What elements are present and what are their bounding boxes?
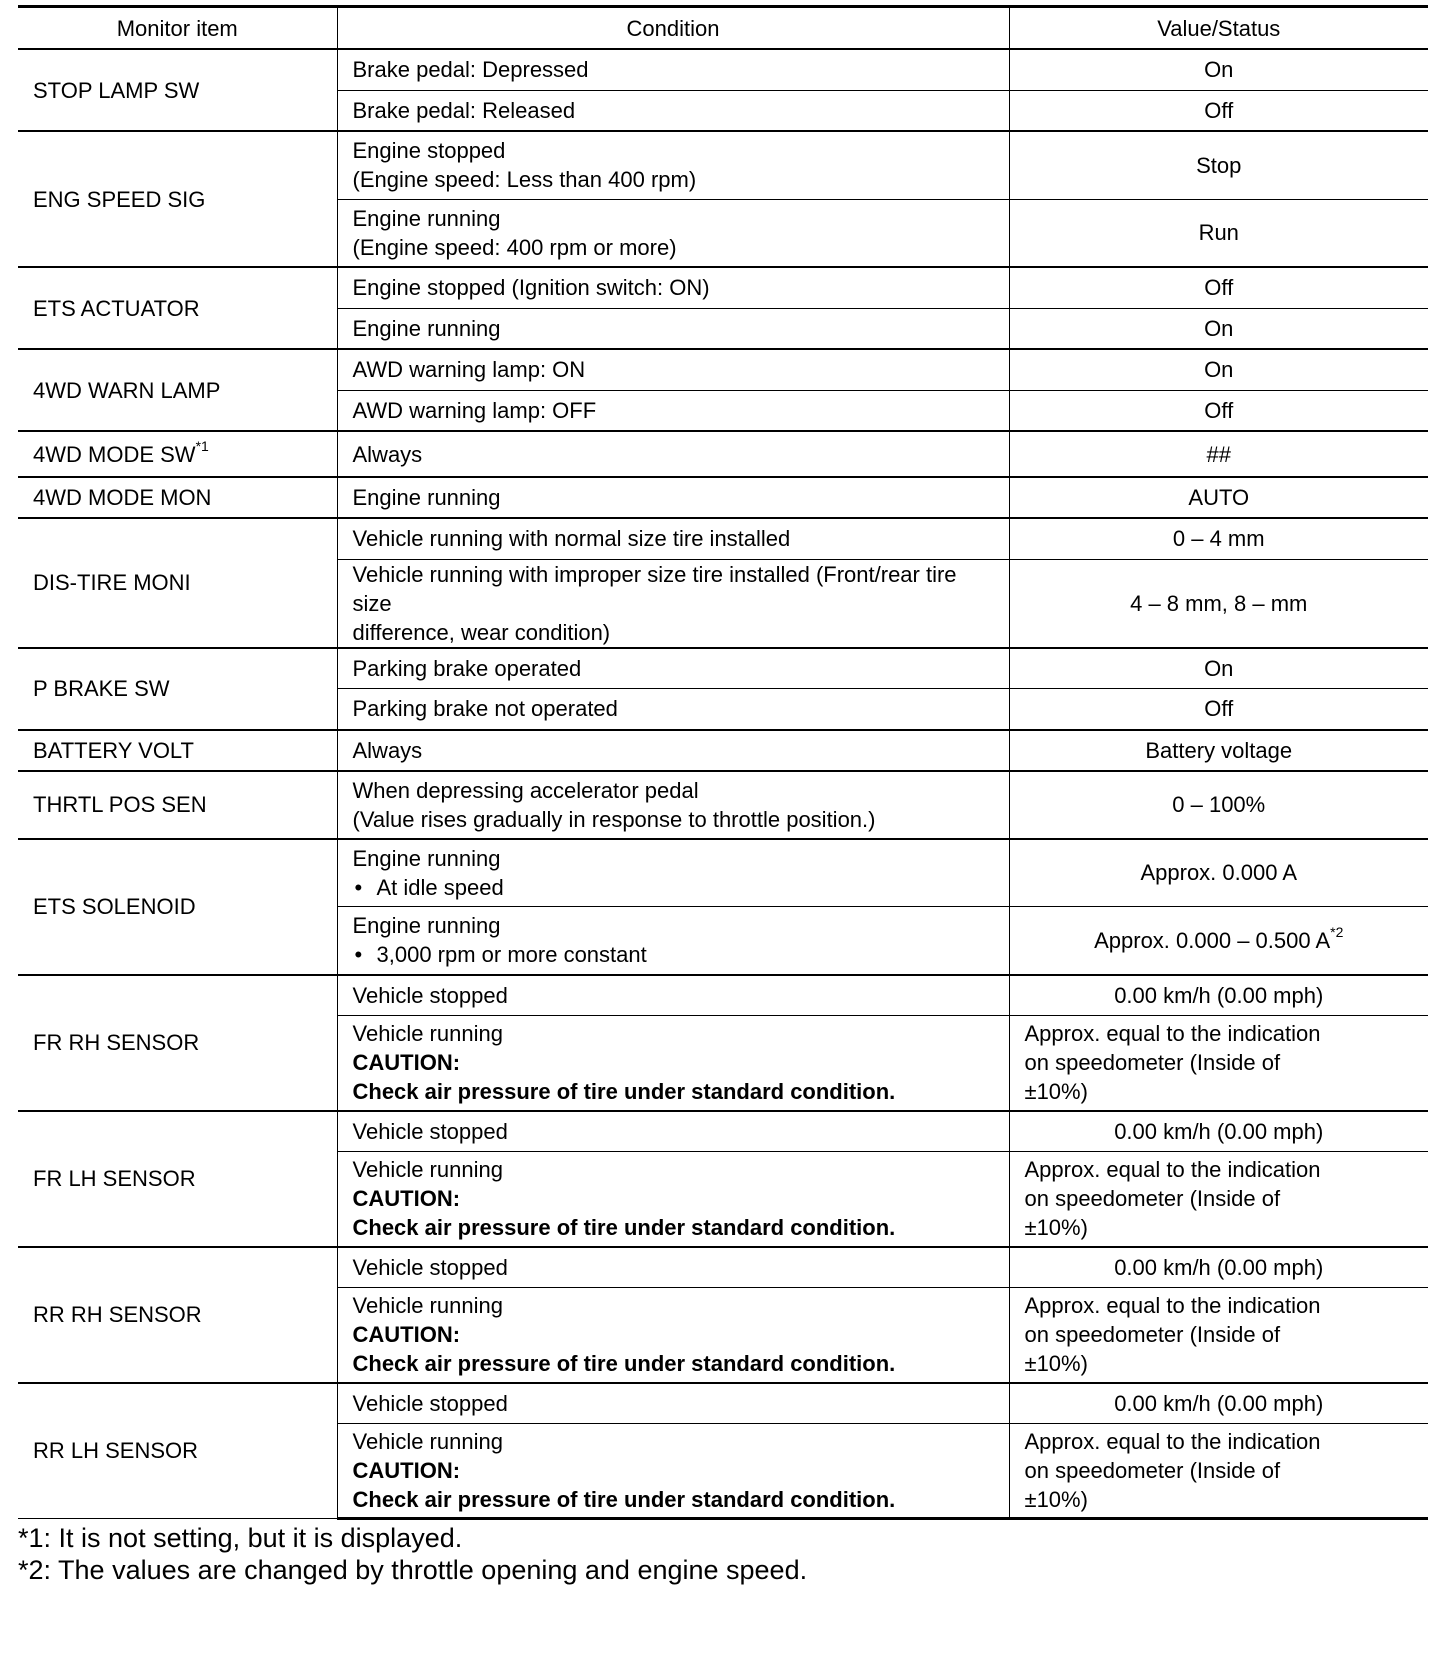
table-row: [18, 975, 1428, 1016]
condition-cell: Vehicle stopped: [337, 1383, 1009, 1424]
value-cell: 0.00 km/h (0.00 mph): [1009, 1383, 1428, 1424]
footnote-ref: *2: [1330, 924, 1344, 941]
condition-cell: [337, 131, 1009, 199]
table-row: [18, 771, 1428, 839]
condition-cell: [337, 839, 1009, 907]
table-row: [18, 648, 1428, 689]
condition-line: (Value rises gradually in response to throttle position.): [352, 806, 876, 832]
value-text: Approx. 0.000 – 0.500 A: [1094, 927, 1331, 953]
value-line: on speedometer (Inside of: [1024, 1186, 1281, 1212]
condition-cell: Engine stopped (Ignition switch: ON): [337, 267, 1009, 308]
condition-cell: AWD warning lamp: OFF: [337, 390, 1009, 431]
table-row: [18, 1111, 1428, 1152]
value-line: Approx. equal to the indication: [1024, 1157, 1321, 1183]
condition-bullet-line: [353, 940, 994, 969]
condition-cell: Vehicle stopped: [337, 1111, 1009, 1152]
condition-line: Vehicle running: [352, 1429, 503, 1454]
monitor-item-cell: DIS-TIRE MONI: [18, 518, 337, 648]
value-cell: On: [1009, 349, 1428, 390]
value-cell: Off: [1009, 267, 1428, 308]
value-cell: On: [1009, 648, 1428, 689]
monitor-item-label: 4WD MODE SW: [33, 441, 196, 467]
condition-cell: Vehicle running with normal size tire installed: [337, 518, 1009, 559]
condition-cell: Parking brake not operated: [337, 689, 1009, 730]
value-line: ±10%): [1024, 1487, 1088, 1512]
value-line: Approx. equal to the indication: [1024, 1293, 1321, 1319]
bullet-text: At idle speed: [376, 874, 504, 900]
condition-cell: [337, 1288, 1009, 1383]
condition-line: Engine running: [352, 845, 501, 871]
table-row: [18, 839, 1428, 907]
condition-cell: Brake pedal: Depressed: [337, 49, 1009, 90]
condition-line: Vehicle running: [352, 1293, 503, 1319]
header-value-status: Value/Status: [1009, 7, 1428, 50]
value-cell: Stop: [1009, 131, 1428, 199]
condition-line: Engine running: [352, 205, 501, 231]
caution-text: Check air pressure of tire under standard condition.: [352, 1079, 896, 1105]
header-condition: Condition: [337, 7, 1009, 50]
condition-cell: Always: [337, 730, 1009, 771]
value-cell: 0.00 km/h (0.00 mph): [1009, 975, 1428, 1016]
condition-cell: [337, 559, 1009, 648]
value-cell: [1009, 1016, 1428, 1111]
value-cell: 0.00 km/h (0.00 mph): [1009, 1111, 1428, 1152]
value-cell: Battery voltage: [1009, 730, 1428, 771]
caution-text: Check air pressure of tire under standard condition.: [352, 1487, 896, 1512]
value-line: ±10%): [1024, 1351, 1088, 1377]
value-cell: 4 – 8 mm, 8 – mm: [1009, 559, 1428, 648]
condition-line: Vehicle running: [352, 1157, 503, 1183]
value-line: on speedometer (Inside of: [1024, 1050, 1281, 1076]
caution-label: CAUTION:: [352, 1458, 461, 1483]
footnote-ref: *1: [195, 438, 209, 455]
condition-cell: Engine running: [337, 477, 1009, 518]
monitor-item-cell: P BRAKE SW: [18, 648, 337, 730]
monitor-item-cell: 4WD WARN LAMP: [18, 349, 337, 431]
header-monitor-item: Monitor item: [18, 7, 337, 50]
condition-cell: AWD warning lamp: ON: [337, 349, 1009, 390]
table-row: [18, 477, 1428, 518]
caution-label: CAUTION:: [352, 1322, 461, 1348]
condition-cell: [337, 199, 1009, 267]
value-cell: Approx. 0.000 A: [1009, 839, 1428, 907]
condition-cell: [337, 907, 1009, 975]
table-row: [18, 1247, 1428, 1288]
value-cell: 0.00 km/h (0.00 mph): [1009, 1247, 1428, 1288]
footnotes: [18, 1522, 1428, 1586]
footnote-2: *2: The values are changed by throttle opening and engine speed.: [18, 1555, 808, 1585]
value-cell: Off: [1009, 90, 1428, 131]
monitor-item-cell: STOP LAMP SW: [18, 49, 337, 131]
value-cell: AUTO: [1009, 477, 1428, 518]
value-cell: On: [1009, 308, 1428, 349]
value-cell: [1009, 1424, 1428, 1519]
value-cell: Off: [1009, 689, 1428, 730]
condition-cell: [337, 1152, 1009, 1247]
value-line: on speedometer (Inside of: [1024, 1458, 1281, 1483]
caution-text: Check air pressure of tire under standard condition.: [352, 1351, 896, 1377]
table-row: [18, 49, 1428, 90]
bullet-icon: •: [354, 942, 363, 968]
value-cell: On: [1009, 49, 1428, 90]
value-line: ±10%): [1024, 1215, 1088, 1241]
condition-cell: [337, 1016, 1009, 1111]
value-cell: [1009, 1152, 1428, 1247]
monitor-item-cell: ETS SOLENOID: [18, 839, 337, 975]
table-row: [18, 518, 1428, 559]
table-row: [18, 349, 1428, 390]
monitor-item-cell: 4WD MODE MON: [18, 477, 337, 518]
table-header-row: [18, 7, 1428, 50]
monitor-item-cell: FR LH SENSOR: [18, 1111, 337, 1247]
value-cell: [1009, 1288, 1428, 1383]
table-row: [18, 730, 1428, 771]
condition-bullet-line: [353, 873, 994, 902]
condition-line: Engine stopped: [352, 138, 506, 164]
condition-cell: [337, 771, 1009, 839]
footnote-1: *1: It is not setting, but it is displayed.: [18, 1523, 463, 1553]
bullet-text: 3,000 rpm or more constant: [376, 942, 647, 968]
condition-cell: Engine running: [337, 308, 1009, 349]
caution-label: CAUTION:: [352, 1186, 461, 1212]
bullet-icon: •: [354, 874, 363, 900]
value-cell: 0 – 100%: [1009, 771, 1428, 839]
monitor-item-cell: FR RH SENSOR: [18, 975, 337, 1111]
value-cell: Run: [1009, 199, 1428, 267]
condition-line: When depressing accelerator pedal: [352, 777, 699, 803]
condition-line: Vehicle running with improper size tire installed (Front/rear tire size: [352, 561, 957, 616]
monitor-item-cell: BATTERY VOLT: [18, 730, 337, 771]
caution-text: Check air pressure of tire under standard condition.: [352, 1215, 896, 1241]
value-cell: ##: [1009, 431, 1428, 477]
value-cell: [1009, 907, 1428, 975]
monitor-item-cell: ETS ACTUATOR: [18, 267, 337, 349]
monitor-item-cell: ENG SPEED SIG: [18, 131, 337, 267]
condition-cell: [337, 1424, 1009, 1519]
value-cell: Off: [1009, 390, 1428, 431]
value-line: ±10%): [1024, 1079, 1088, 1105]
monitor-item-cell: [18, 431, 337, 477]
monitor-item-table: [18, 5, 1428, 1520]
value-line: Approx. equal to the indication: [1024, 1429, 1321, 1454]
value-line: Approx. equal to the indication: [1024, 1021, 1321, 1047]
monitor-item-cell: RR RH SENSOR: [18, 1247, 337, 1383]
monitor-item-cell: RR LH SENSOR: [18, 1383, 337, 1519]
monitor-item-cell: THRTL POS SEN: [18, 771, 337, 839]
table-row: [18, 431, 1428, 477]
condition-cell: Vehicle stopped: [337, 975, 1009, 1016]
caution-label: CAUTION:: [352, 1050, 461, 1076]
table-row: [18, 131, 1428, 199]
condition-line: (Engine speed: Less than 400 rpm): [352, 167, 697, 193]
condition-line: difference, wear condition): [352, 619, 611, 645]
condition-line: (Engine speed: 400 rpm or more): [352, 234, 677, 260]
table-row: [18, 1383, 1428, 1424]
condition-cell: Parking brake operated: [337, 648, 1009, 689]
condition-line: Engine running: [352, 913, 501, 939]
monitor-item-document: [18, 5, 1428, 1586]
value-line: on speedometer (Inside of: [1024, 1322, 1281, 1348]
condition-cell: Always: [337, 431, 1009, 477]
table-row: [18, 267, 1428, 308]
condition-cell: Brake pedal: Released: [337, 90, 1009, 131]
condition-cell: Vehicle stopped: [337, 1247, 1009, 1288]
value-cell: 0 – 4 mm: [1009, 518, 1428, 559]
condition-line: Vehicle running: [352, 1021, 503, 1047]
